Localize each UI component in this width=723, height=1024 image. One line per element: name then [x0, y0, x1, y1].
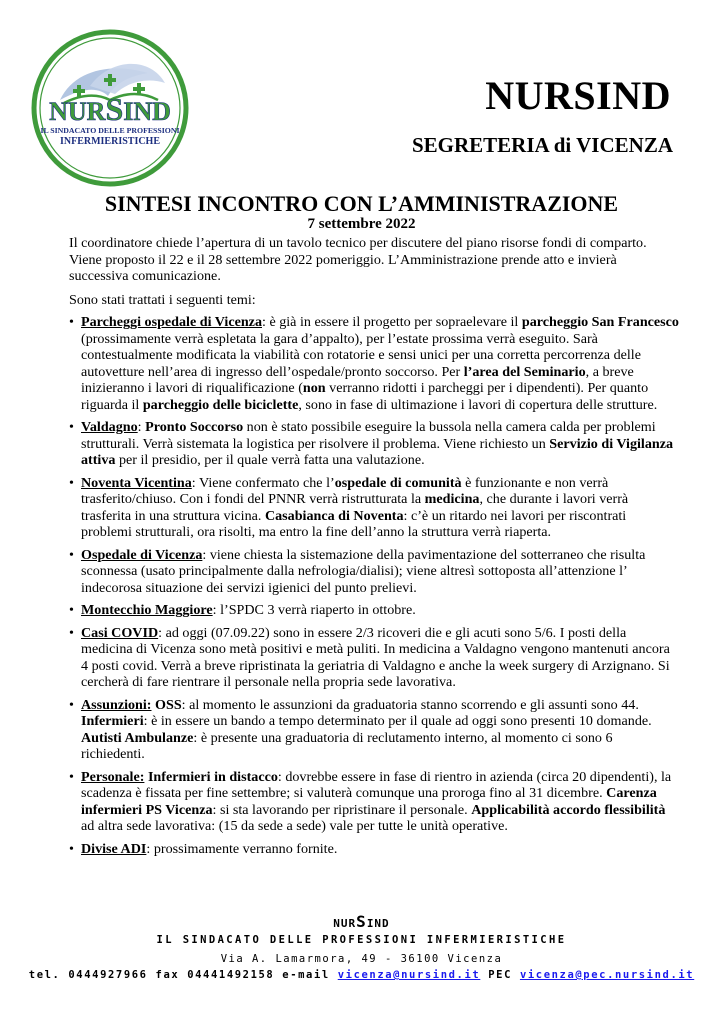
list-item: • Casi COVID: ad oggi (07.09.22) sono in essere 2/3 ricoveri die e gli acuti sono 5/6. I posti della medicina di Vicenza sono metà positivi e metà puliti. In medicina a Valdagno vengono mantenuti ancora 4 posti covid. Verrà a breve ripristinata la geriatria di Valdagno e anche la week surgery di Arzignano. Si cercherà di fare rientrare il personale nella propria sede lavorativa.	[69, 624, 670, 690]
bullet-icon: •	[69, 474, 74, 491]
topic-heading: Ospedale di Vicenza	[81, 546, 203, 563]
footer-brand	[0, 912, 723, 931]
topic-heading: Parcheggi ospedale di Vicenza	[81, 314, 262, 330]
footer-address: Via A. Lamarmora, 49 - 36100 Vicenza	[220, 953, 503, 965]
topic-heading: Divise ADI	[81, 840, 147, 857]
list-item: • Noventa Vicentina: Viene confermato che l’ospedale di comunità è funzionante e non verrà trasferito/chiuso. Con i fondi del PNNR verrà ristrutturata la medicina, che durante i lavori verrà trasferita in una struttura vicina. Casabianca di Noventa: c’è un ritardo nei lavori per riscontrati problemi strutturali, ora risolti, ma entro la fine dell’anno la struttura verrà riaperta.	[69, 474, 629, 540]
pec-email-link[interactable]: vicenza@pec.nursind.it	[519, 969, 695, 981]
topic-heading: Noventa Vicentina	[81, 474, 192, 491]
footer-brand-c: IND	[366, 917, 390, 930]
logo-brand-right: IND	[123, 97, 171, 126]
bullet-icon: •	[69, 768, 74, 785]
bullet-icon: •	[69, 602, 74, 618]
bullet-icon: •	[69, 624, 74, 641]
office-name: SEGRETERIA di VICENZA	[411, 133, 673, 157]
footer-brand-a: NUR	[333, 917, 357, 930]
bullet-icon: •	[69, 840, 74, 857]
logo-brand-s: S	[105, 91, 124, 127]
list-item: • Assunzioni: OSS: al momento le assunzioni da graduatoria stanno scorrendo e gli assunti sono 44. Infermieri: è in essere un bando a tempo determinato per il quale ad oggi sono presenti 10 domande. Autisti Ambulanze: è presente una graduatoria di reclutamento interno, al momento ci sono 6 richiedenti.	[69, 696, 652, 762]
organization-name: NURSIND	[485, 73, 671, 118]
list-item: • Ospedale di Vicenza: viene chiesta la sistemazione della pavimentazione del sotterraneo che risulta sconnessa (usato principalmente dalla nefrologia/dialisi); viene altresì sottoposta all’attenzione l’ indecorosa situazione dei servizi igienici del punto prelievi.	[69, 546, 646, 596]
bullet-icon: •	[69, 314, 74, 330]
list-item: • Valdagno: Pronto Soccorso non è stato possibile eseguire la bussola nella camera calda per problemi strutturali. Verrà sistemata la logistica per risolvere il problema. Viene richiesto un Servizio di Vigilanza attiva per il presidio, per il quale verrà fatta una valutazione.	[69, 419, 674, 468]
logo-tagline-2: INFERMIERISTICHE	[59, 136, 161, 147]
list-item: • Divise ADI: prossimamente verranno fornite.	[69, 840, 338, 857]
footer-brand-b: S	[356, 912, 367, 931]
list-item: • Personale: Infermieri in distacco: dovrebbe essere in fase di rientro in azienda (circa 20 dipendenti), la scadenza è fissata per fine settembre; si valuterà comunque una proroga fino al 31 dicembre. Carenza infermieri PS Vicenza: si sta lavorando per ripristinare il personale. Applicabilità accordo flessibilità ad altra sede lavorativa: (15 da sede a sede) vale per tutte le unità operative.	[69, 768, 672, 834]
topics-list	[69, 314, 679, 857]
document-body	[69, 235, 679, 863]
logo-emblem-icon	[30, 28, 190, 188]
topic-heading: Valdagno	[81, 419, 138, 435]
nursind-logo	[30, 28, 190, 188]
logo-brand-left: NUR	[49, 97, 106, 126]
bullet-icon: •	[69, 419, 74, 435]
footer-contacts	[0, 969, 723, 981]
svg-text:NURSIND	[49, 91, 171, 127]
document-title: SINTESI INCONTRO CON L’AMMINISTRAZIONE	[104, 191, 619, 216]
bullet-icon: •	[69, 696, 74, 713]
topics-intro: Sono stati trattati i seguenti temi:	[69, 291, 256, 308]
footer-tagline: IL SINDACATO DELLE PROFESSIONI INFERMIERISTICHE	[156, 934, 567, 946]
list-item: • Parcheggi ospedale di Vicenza: è già in essere il progetto per sopraelevare il parcheggio San Francesco (prossimamente verrà espletata la gara d’appalto), per l’estate prossima verrà eseguito. Sarà contestualmente modificata la viabilità con rotatorie e sensi unici per una corretta percorrenza delle autovetture nell’area di ingresso dell’ospedale/pronto soccorso. Per l’area del Seminario, a breve inizieranno i lavori di riqualificazione (non verranno ridotti i parcheggi per i dipendenti). Per quanto riguarda il parcheggio delle biciclette, sono in fase di ultimazione i lavori di copertura delle strutture.	[69, 314, 679, 413]
bullet-icon: •	[69, 546, 74, 563]
intro-paragraph: Il coordinatore chiede l’apertura di un tavolo tecnico per discutere del piano risorse fondi di comparto. Viene proposto il 22 e il 28 settembre 2022 pomeriggio. L’Amministrazione prende atto e invierà successiva comunicazione.	[69, 235, 647, 284]
topic-heading: Personale:	[81, 768, 145, 785]
pec-label: PEC	[480, 969, 520, 981]
topic-heading: Assunzioni:	[81, 696, 152, 713]
list-item: • Montecchio Maggiore: l’SPDC 3 verrà riaperto in ottobre.	[69, 602, 416, 618]
topic-heading: Montecchio Maggiore	[81, 602, 213, 618]
logo-tagline-1: IL SINDACATO DELLE PROFESSIONI	[40, 126, 180, 135]
email-link[interactable]: vicenza@nursind.it	[337, 969, 481, 981]
footer-phone-fax: tel. 0444927966 fax 04441492158 e-mail	[28, 969, 338, 981]
document-date: 7 settembre 2022	[307, 216, 416, 232]
topic-heading: Casi COVID	[81, 624, 159, 641]
